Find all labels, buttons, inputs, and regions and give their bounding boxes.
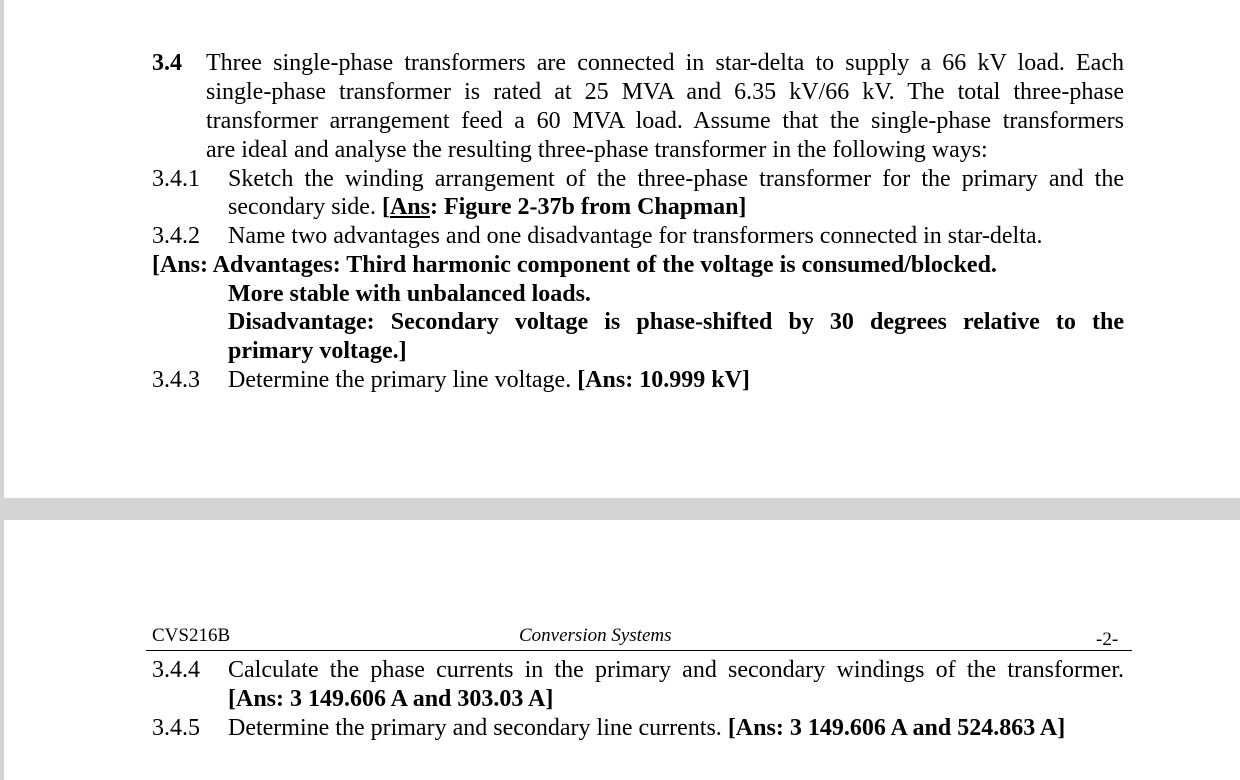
question-number-3-4: 3.4: [152, 50, 182, 76]
question-number-3-4-3: 3.4.3: [152, 367, 200, 393]
header-page-number: -2-: [1096, 629, 1119, 650]
question-number-3-4-4: 3.4.4: [152, 657, 200, 683]
answer-3-4-1: [382, 194, 746, 220]
question-3-4-line-2: single-phase transformer is rated at 25 MVA and 6.35 kV/66 kV. The total three-phase: [206, 79, 1124, 105]
question-number-3-4-5: 3.4.5: [152, 715, 200, 741]
header-course-title: Conversion Systems: [519, 625, 672, 646]
question-3-4-1-line-2: [228, 193, 746, 222]
question-3-4-5-text: Determine the primary and secondary line currents.: [228, 715, 722, 741]
question-number-3-4-1: 3.4.1: [152, 166, 200, 192]
question-3-4-line-4: are ideal and analyse the resulting three-phase transformer in the following ways:: [206, 137, 988, 163]
question-3-4-line-3: transformer arrangement feed a 60 MVA load. Assume that the single-phase transformers: [206, 108, 1124, 134]
answer-3-4-1-open-bracket: [: [381, 194, 390, 220]
question-3-4-1-line-1: Sketch the winding arrangement of the three-phase transformer for the primary and the: [228, 166, 1124, 192]
question-3-4-2-text: Name two advantages and one disadvantage for transformers connected in star-delta.: [228, 223, 1043, 249]
answer-3-4-3: [Ans: 10.999 kV]: [577, 367, 750, 393]
question-number-3-4-2: 3.4.2: [152, 223, 200, 249]
answer-3-4-1-value: : Figure 2-37b from Chapman]: [429, 194, 747, 220]
header-divider: [146, 650, 1132, 651]
question-3-4-4-line-1: Calculate the phase currents in the primary and secondary windings of the transformer.: [228, 657, 1124, 683]
answer-3-4-4: [Ans: 3 149.606 A and 303.03 A]: [228, 686, 554, 712]
header-course-code: CVS216B: [152, 625, 231, 646]
document-page-2: [4, 520, 1240, 780]
question-3-4-1-text: secondary side.: [228, 194, 376, 220]
answer-3-4-2-line-2: More stable with unbalanced loads.: [228, 281, 591, 307]
answer-3-4-5: [Ans: 3 149.606 A and 524.863 A]: [727, 715, 1066, 741]
question-3-4-3-line: [228, 366, 750, 395]
answer-3-4-2-line-3: Disadvantage: Secondary voltage is phase-shifted by 30 degrees relative to the: [228, 309, 1124, 335]
answer-3-4-2-line-1: [Ans: Advantages: Third harmonic component of the voltage is consumed/blocked.: [152, 252, 997, 278]
document-page-1: [4, 0, 1240, 498]
question-3-4-line-1: Three single-phase transformers are connected in star-delta to supply a 66 kV load. Each: [206, 50, 1124, 76]
question-3-4-3-text: Determine the primary line voltage.: [228, 367, 572, 393]
question-3-4-5-line: [228, 714, 1065, 743]
answer-3-4-1-ans-word: Ans: [389, 194, 430, 220]
answer-3-4-2-line-4: primary voltage.]: [228, 338, 407, 364]
